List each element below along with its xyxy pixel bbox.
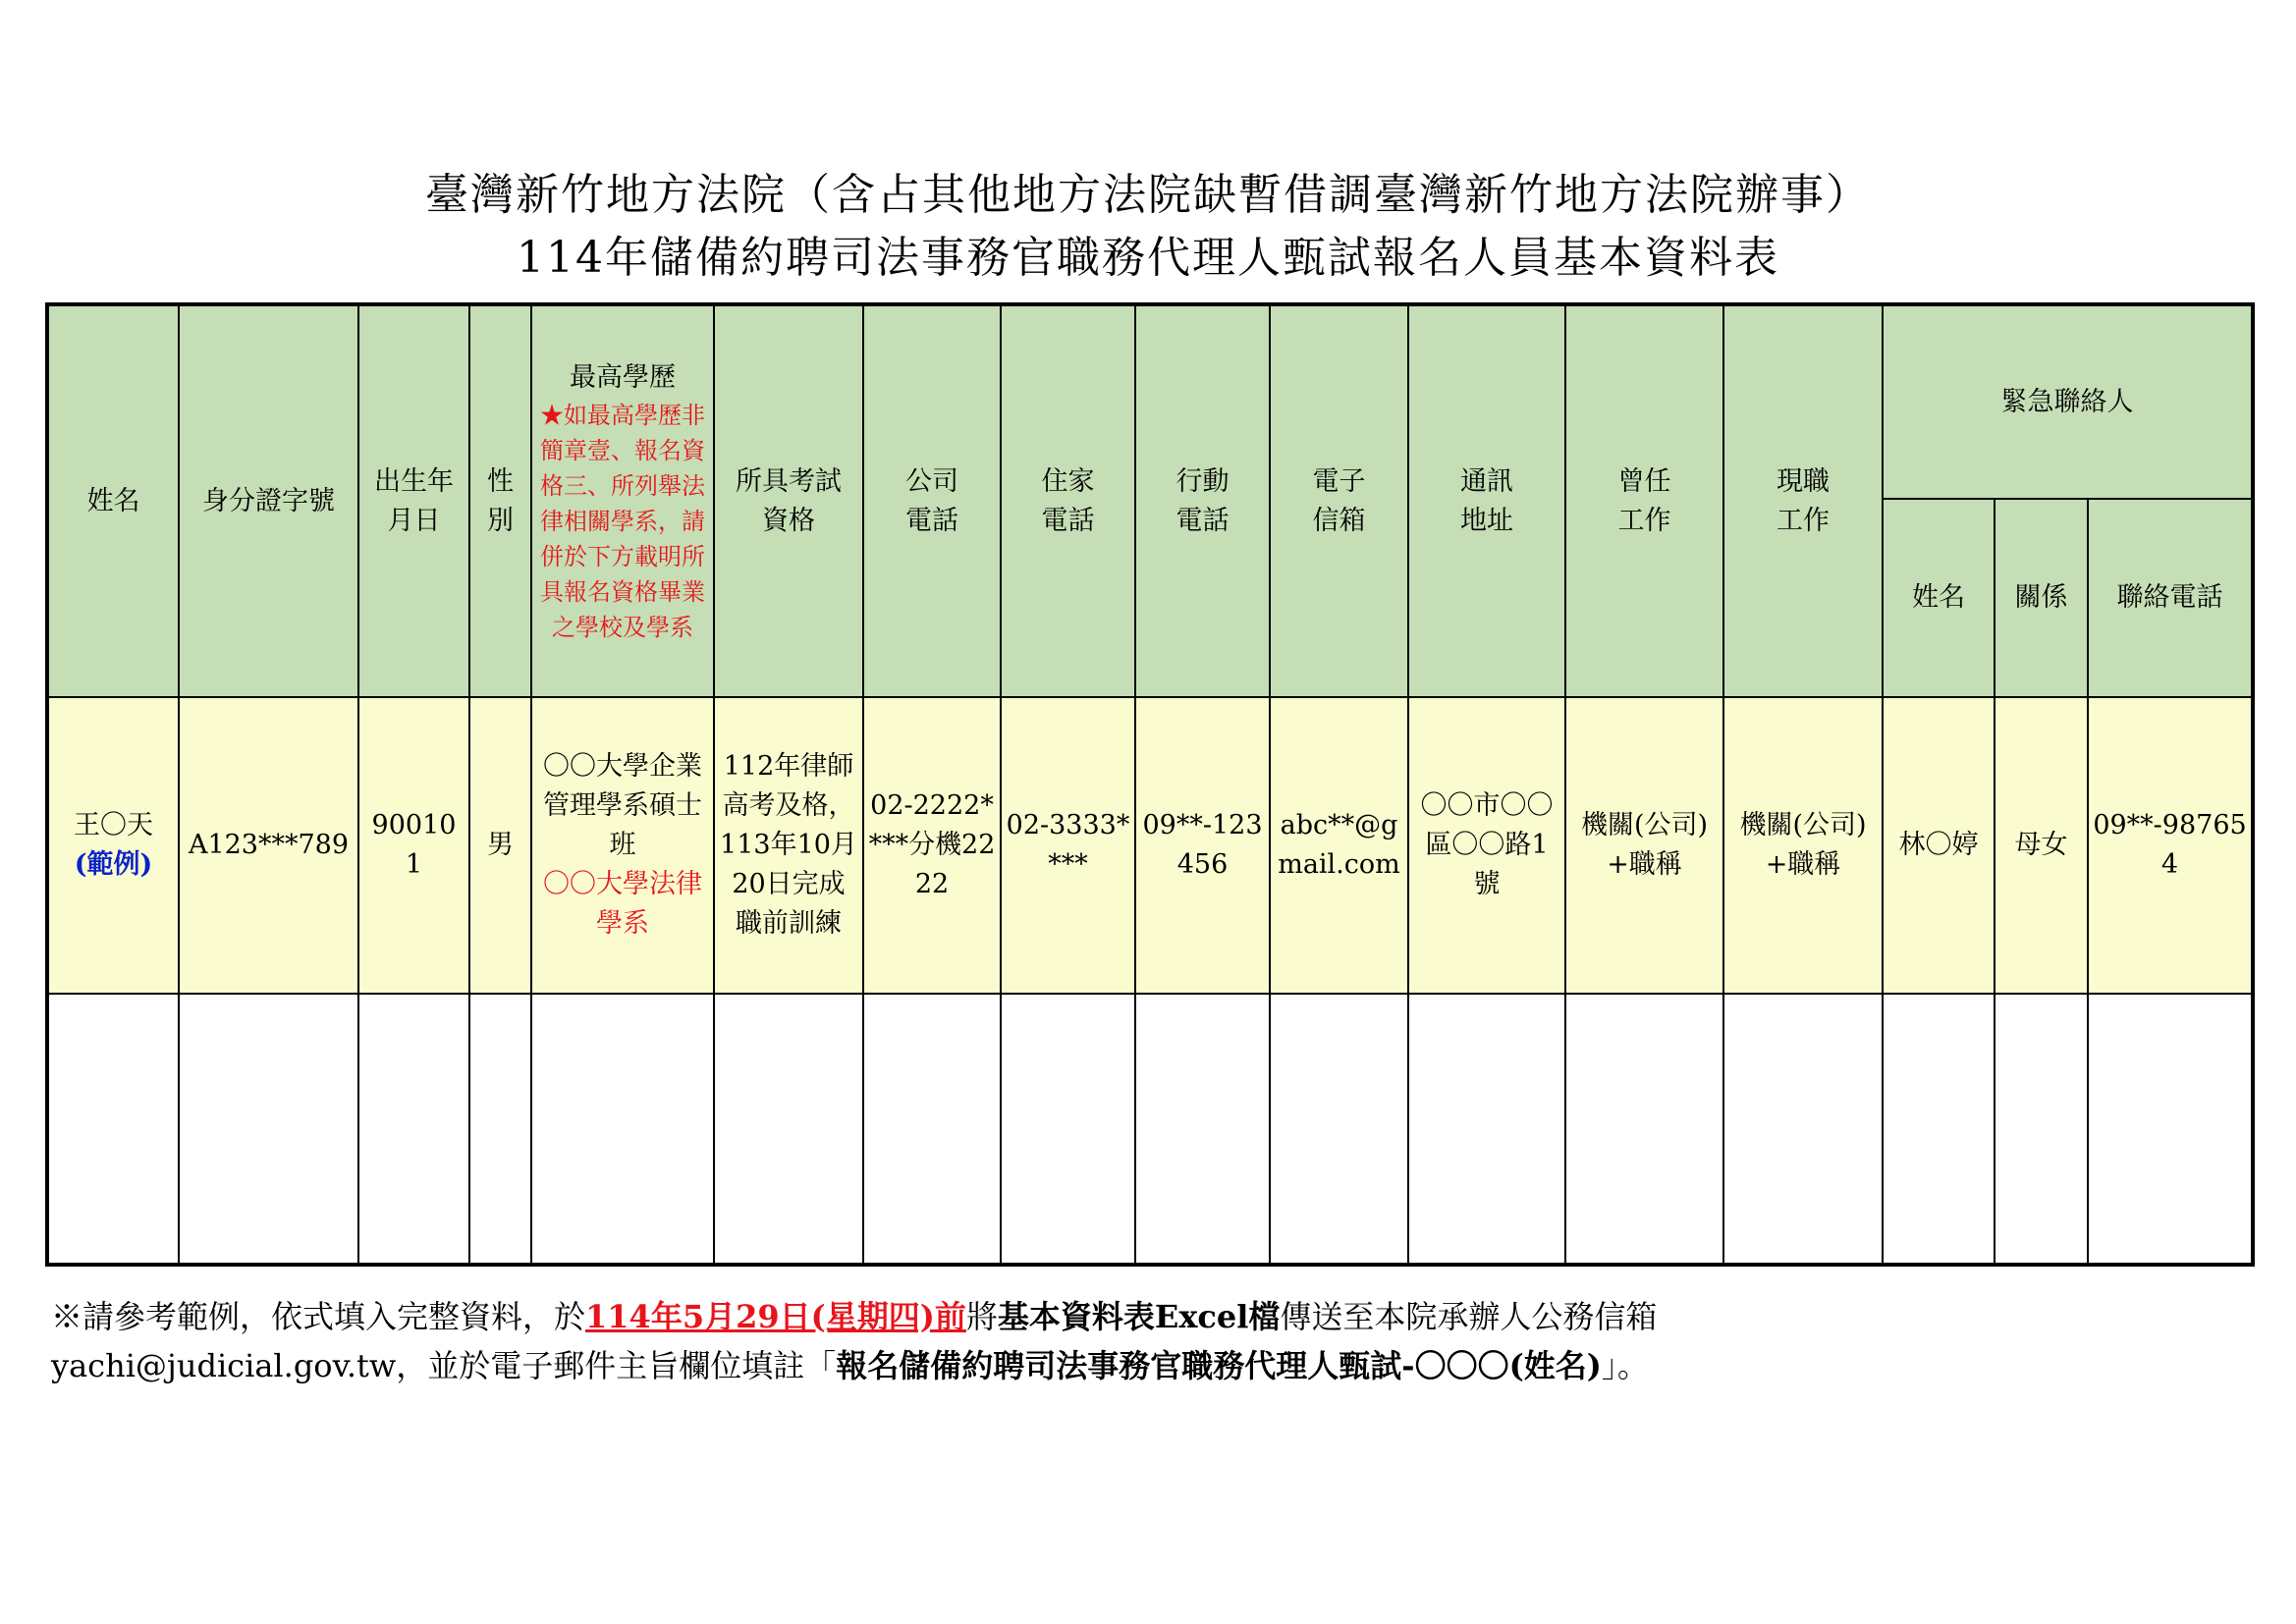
example-address: 〇〇市〇〇區〇〇路1號 [1408, 697, 1565, 994]
footer-note-line2: yachi@judicial.gov.tw，並於電子郵件主旨欄位填註「報名儲備約聘司法事務官職務代理人甄試-〇〇〇(姓名)」。 [51, 1347, 1649, 1384]
header-home-phone: 住家 電話 [1001, 304, 1135, 697]
example-office-phone: 02-2222****分機2222 [863, 697, 1001, 994]
example-tag: (範例) [74, 849, 153, 880]
education-title: 最高學歷 [570, 361, 676, 393]
blank-address-cell[interactable] [1408, 994, 1565, 1265]
header-emergency-contact: 緊急聯絡人 [1883, 304, 2253, 499]
header-exam-qualification: 所具考試 資格 [714, 304, 863, 697]
blank-entry-row [47, 994, 2253, 1265]
example-ec-name: 林〇婷 [1883, 697, 1995, 994]
header-mobile-phone: 行動 電話 [1135, 304, 1270, 697]
example-birth-date: 900101 [358, 697, 469, 994]
header-birth-date: 出生年 月日 [358, 304, 469, 697]
blank-ec-phone-cell[interactable] [2088, 994, 2253, 1265]
example-ec-phone: 09**-987654 [2088, 697, 2253, 994]
example-home-phone: 02-3333**** [1001, 697, 1135, 994]
example-email: abc**@gmail.com [1270, 697, 1408, 994]
blank-email-cell[interactable] [1270, 994, 1408, 1265]
example-education-law: 〇〇大學法律學系 [543, 869, 702, 939]
deadline-text: 114年5月29日(星期四)前 [585, 1298, 966, 1335]
blank-ec-name-cell[interactable] [1883, 994, 1995, 1265]
document-title-line1: 臺灣新竹地方法院（含占其他地方法院缺暫借調臺灣新竹地方法院辦事） [425, 170, 1871, 220]
header-ec-name: 姓名 [1883, 499, 1995, 697]
excel-file-text: 基本資料表Excel檔 [997, 1298, 1281, 1335]
header-email: 電子 信箱 [1270, 304, 1408, 697]
blank-mobile-cell[interactable] [1135, 994, 1270, 1265]
example-education: 〇〇大學企業管理學系碩士班 〇〇大學法律學系 [531, 697, 714, 994]
example-gender: 男 [469, 697, 531, 994]
blank-current-job-cell[interactable] [1723, 994, 1883, 1265]
blank-past-job-cell[interactable] [1565, 994, 1723, 1265]
example-id-number: A123***789 [179, 697, 358, 994]
blank-education-cell[interactable] [531, 994, 714, 1265]
email-subject-text: 報名儲備約聘司法事務官職務代理人甄試-〇〇〇(姓名) [836, 1347, 1602, 1384]
example-current-job: 機關(公司)+職稱 [1723, 697, 1883, 994]
document-title-line2: 114年儲備約聘司法事務官職務代理人甄試報名人員基本資料表 [517, 233, 1779, 283]
example-ec-relation: 母女 [1995, 697, 2088, 994]
blank-name-cell[interactable] [47, 994, 179, 1265]
header-gender: 性 別 [469, 304, 531, 697]
education-note: ★如最高學歷非簡章壹、報名資格三、所列舉法律相關學系，請併於下方載明所具報名資格畢業之學校及學系 [540, 401, 705, 641]
example-exam-qualification: 112年律師高考及格，113年10月20日完成職前訓練 [714, 697, 863, 994]
blank-exam-cell[interactable] [714, 994, 863, 1265]
header-office-phone: 公司 電話 [863, 304, 1001, 697]
header-ec-relation: 關係 [1995, 499, 2088, 697]
header-current-job: 現職 工作 [1723, 304, 1883, 697]
example-mobile-phone: 09**-123456 [1135, 697, 1270, 994]
example-row [47, 697, 2253, 994]
applicant-data-table [45, 302, 2255, 1267]
example-past-job: 機關(公司)+職稱 [1565, 697, 1723, 994]
header-past-job: 曾任 工作 [1565, 304, 1723, 697]
blank-id-number-cell[interactable] [179, 994, 358, 1265]
header-id-number: 身分證字號 [179, 304, 358, 697]
blank-office-phone-cell[interactable] [863, 994, 1001, 1265]
blank-gender-cell[interactable] [469, 994, 531, 1265]
footer-note-line1: ※請參考範例，依式填入完整資料，於114年5月29日(星期四)前將基本資料表Excel檔傳送至本院承辦人公務信箱 [51, 1298, 1658, 1335]
blank-home-phone-cell[interactable] [1001, 994, 1135, 1265]
header-education [531, 304, 714, 697]
email-address-text: yachi@judicial.gov.tw，並於電子郵件主旨欄位填註「 [51, 1347, 837, 1384]
header-row-1 [47, 304, 2253, 499]
header-ec-phone: 聯絡電話 [2088, 499, 2253, 697]
blank-ec-relation-cell[interactable] [1995, 994, 2088, 1265]
header-address: 通訊 地址 [1408, 304, 1565, 697]
header-name: 姓名 [47, 304, 179, 697]
example-name: 王〇天 (範例) [47, 697, 179, 994]
blank-birth-date-cell[interactable] [358, 994, 469, 1265]
